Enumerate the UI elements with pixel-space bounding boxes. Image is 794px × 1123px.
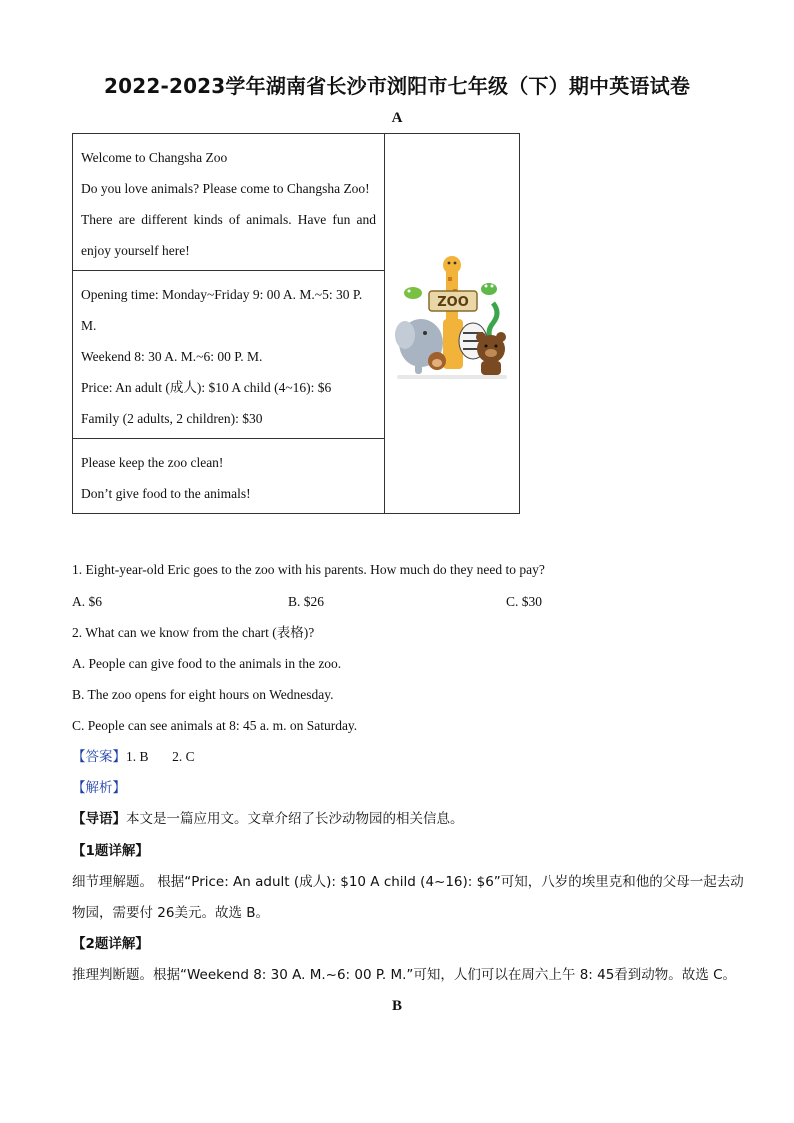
welcome-line: There are different kinds of animals. Have fun and: [81, 212, 376, 227]
answer-text: 1. B 2. C: [126, 749, 195, 764]
welcome-line: Welcome to Changsha Zoo: [81, 150, 228, 165]
info-line: M.: [81, 318, 97, 333]
detail-1-label: 【1题详解】: [72, 843, 149, 859]
zoo-info-table: [72, 133, 520, 514]
rules-cell: [73, 439, 385, 514]
answer-label: 【答案】: [72, 749, 126, 765]
info-line: Price: An adult (成人): $10 A child (4~16): $6: [81, 380, 332, 395]
question-1-option-a: A. $6: [72, 594, 102, 609]
question-1-option-c: C. $30: [506, 594, 543, 609]
rules-line: Don’t give food to the animals!: [81, 486, 251, 501]
info-line: Weekend 8: 30 A. M.~6: 00 P. M.: [81, 349, 263, 364]
welcome-cell: [73, 134, 385, 271]
info-line: Family (2 adults, 2 children): $30: [81, 411, 263, 426]
analysis-label: 【解析】: [72, 780, 126, 796]
question-1-stem: 1. Eight-year-old Eric goes to the zoo with his parents. How much do they need to pay?: [72, 562, 545, 577]
section-b-heading: B: [391, 998, 402, 1014]
zoo-image-cell: [385, 134, 520, 514]
welcome-line: Do you love animals? Please come to Changsha Zoo!: [81, 181, 370, 196]
detail-1-line-1: 细节理解题。 根据“Price: An adult (成人): $10 A child (4~16): $6”可知，八岁的埃里克和他的父母一起去动: [72, 874, 744, 890]
detail-2-line-1: 推理判断题。根据“Weekend 8: 30 A. M.~6: 00 P. M.”可知，人们可以在周六上午 8: 45看到动物。故选 C。: [72, 967, 737, 983]
detail-2-label: 【2题详解】: [72, 936, 149, 952]
question-2-option-a: A. People can give food to the animals in the zoo.: [72, 656, 342, 671]
guide-row: [72, 810, 464, 828]
question-2-option-c: C. People can see animals at 8: 45 a. m. on Saturday.: [72, 718, 358, 733]
answer-row: [72, 748, 195, 766]
question-1-option-b: B. $26: [288, 594, 325, 609]
rules-line: Please keep the zoo clean!: [81, 455, 224, 470]
detail-1-line-2: 物园，需要付 26美元。故选 B。: [72, 905, 270, 921]
section-a-heading: A: [391, 110, 403, 126]
guide-label: 【导语】: [72, 811, 126, 827]
page-title: 2022-2023学年湖南省长沙市浏阳市七年级（下）期中英语试卷: [103, 74, 691, 98]
question-2-option-b: B. The zoo opens for eight hours on Wednesday.: [72, 687, 334, 702]
analysis-row: [72, 779, 126, 797]
zoo-sign-text: ZOO: [437, 295, 469, 310]
welcome-line: enjoy yourself here!: [81, 243, 190, 258]
info-cell: [73, 271, 385, 439]
zoo-animals-illustration-icon: [393, 253, 511, 383]
guide-text: 本文是一篇应用文。文章介绍了长沙动物园的相关信息。: [126, 811, 464, 827]
question-2-stem: 2. What can we know from the chart (表格)?: [72, 625, 315, 640]
info-line: Opening time: Monday~Friday 9: 00 A. M.~5: 30 P.: [81, 287, 363, 302]
